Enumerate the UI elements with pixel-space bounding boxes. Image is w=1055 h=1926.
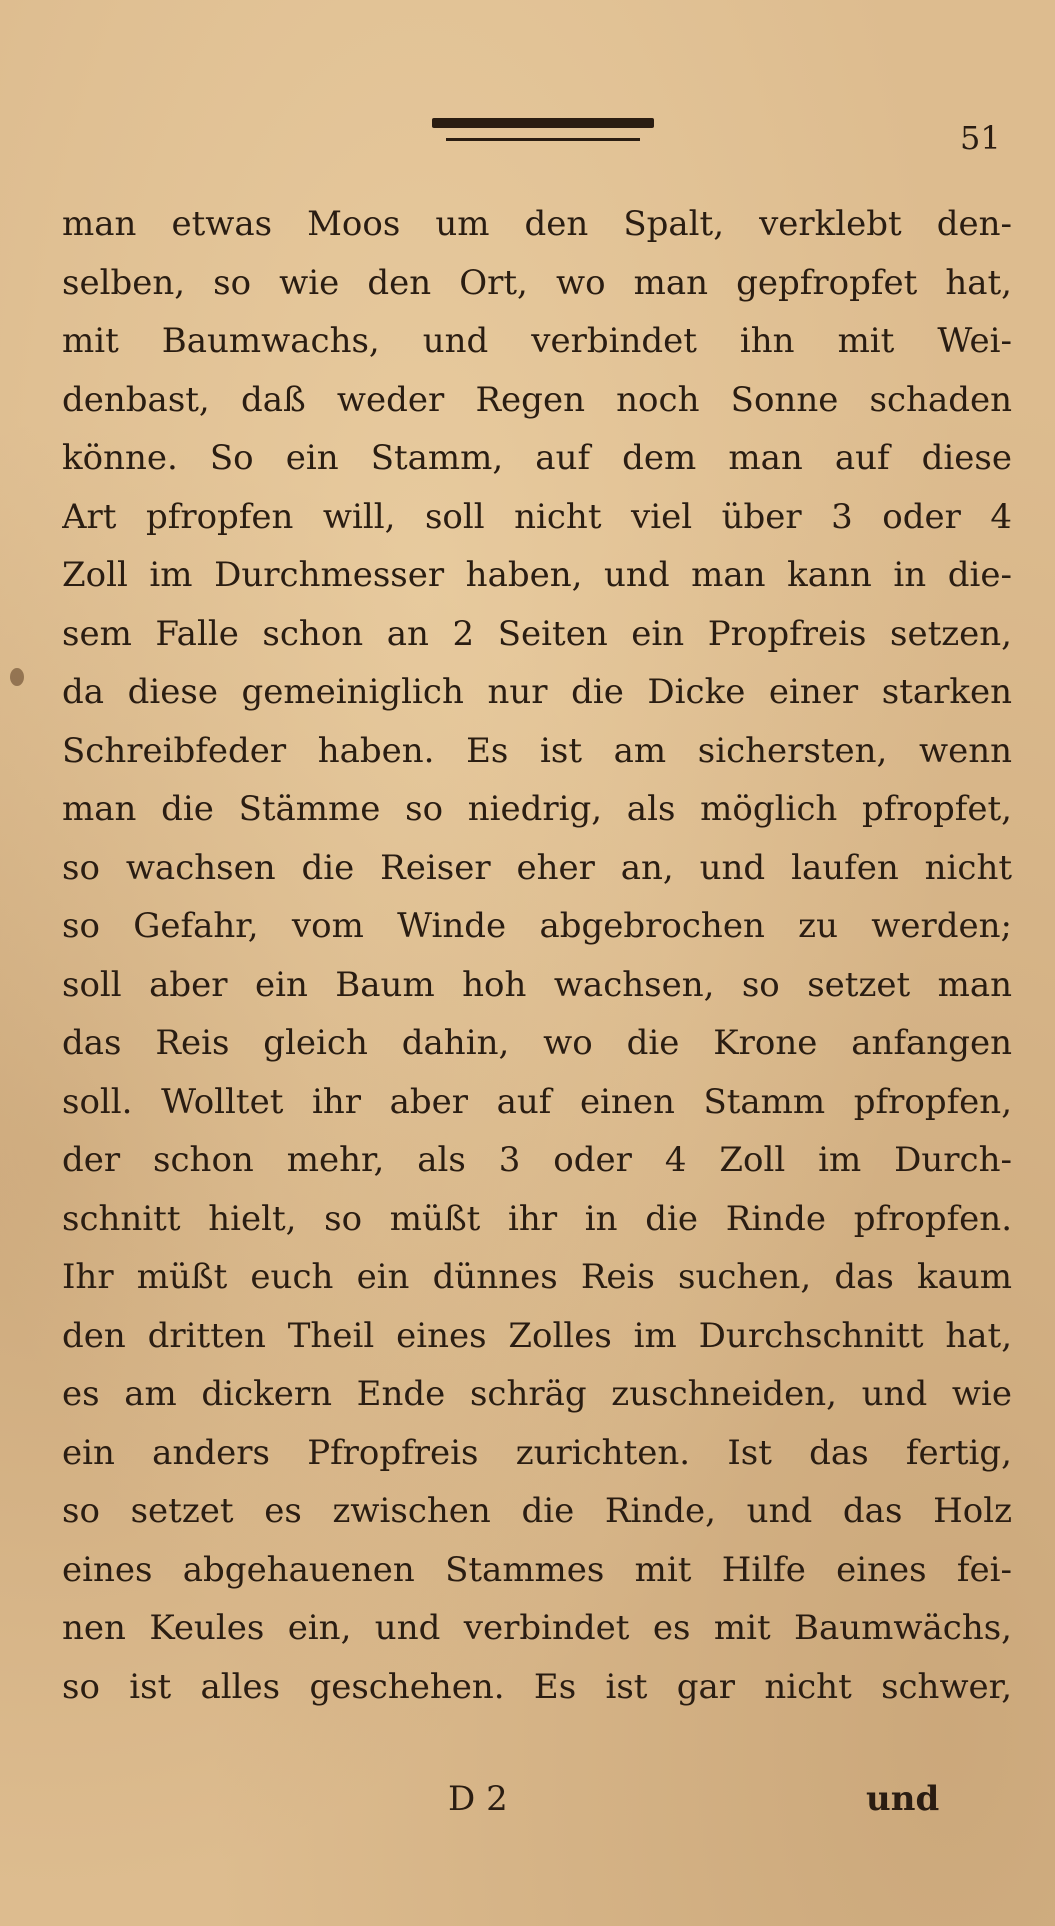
text-line: da diese gemeiniglich nur die Dicke einer starken xyxy=(62,672,1012,712)
text-line: könne. So ein Stamm, auf dem man auf diese xyxy=(62,438,1012,478)
text-line: selben, so wie den Ort, wo man gepfropfet hat, xyxy=(62,262,1012,303)
text-line: sem Falle schon an 2 Seiten ein Propfreis setzen, xyxy=(62,613,1012,654)
text-line: Zoll im Durchmesser haben, und man kann in die- xyxy=(62,555,1012,595)
text-line: soll aber ein Baum hoh wachsen, so setzet man xyxy=(62,964,1012,1005)
ink-stain xyxy=(10,668,24,686)
catchword: und xyxy=(866,1779,940,1819)
text-line: der schon mehr, als 3 oder 4 Zoll im Durch- xyxy=(62,1140,1012,1180)
signature-mark: D 2 xyxy=(448,1779,508,1819)
text-line: mit Baumwachs, und verbindet ihn mit Wei- xyxy=(62,321,1012,361)
text-line: den dritten Theil eines Zolles im Durchschnitt hat, xyxy=(62,1315,1012,1356)
page-number: 51 xyxy=(960,119,1001,157)
text-line: so ist alles geschehen. Es ist gar nicht schwer, xyxy=(62,1666,1012,1707)
text-line: so setzet es zwischen die Rinde, und das Holz xyxy=(62,1491,1012,1531)
text-line: soll. Wolltet ihr aber auf einen Stamm pfropfen, xyxy=(62,1081,1012,1122)
text-line: man etwas Moos um den Spalt, verklebt den- xyxy=(62,204,1012,244)
text-line: man die Stämme so niedrig, als möglich pfropfet, xyxy=(62,789,1012,829)
text-line: denbast, daß weder Regen noch Sonne schaden xyxy=(62,379,1012,420)
text-line: das Reis gleich dahin, wo die Krone anfangen xyxy=(62,1023,1012,1063)
text-line: nen Keules ein, und verbindet es mit Baumwächs, xyxy=(62,1608,1012,1648)
text-line: schnitt hielt, so müßt ihr in die Rinde pfropfen. xyxy=(62,1198,1012,1239)
text-line: so Gefahr, vom Winde abgebrochen zu werden; xyxy=(62,906,1012,946)
text-line: ein anders Pfropfreis zurichten. Ist das fertig, xyxy=(62,1432,1012,1473)
text-line: Art pfropfen will, soll nicht viel über 3 oder 4 xyxy=(62,496,1012,537)
text-line: Schreibfeder haben. Es ist am sichersten, wenn xyxy=(62,730,1012,771)
header-ornament xyxy=(432,118,654,146)
text-line: es am dickern Ende schräg zuschneiden, und wie xyxy=(62,1374,1012,1414)
text-line: eines abgehauenen Stammes mit Hilfe eines fei- xyxy=(62,1549,1012,1590)
body-text xyxy=(62,195,1012,1716)
ornament-rule xyxy=(446,138,640,141)
text-line: Ihr müßt euch ein dünnes Reis suchen, das kaum xyxy=(62,1257,1012,1297)
ornament-bar xyxy=(432,118,654,128)
text-line: so wachsen die Reiser eher an, und laufen nicht xyxy=(62,847,1012,888)
